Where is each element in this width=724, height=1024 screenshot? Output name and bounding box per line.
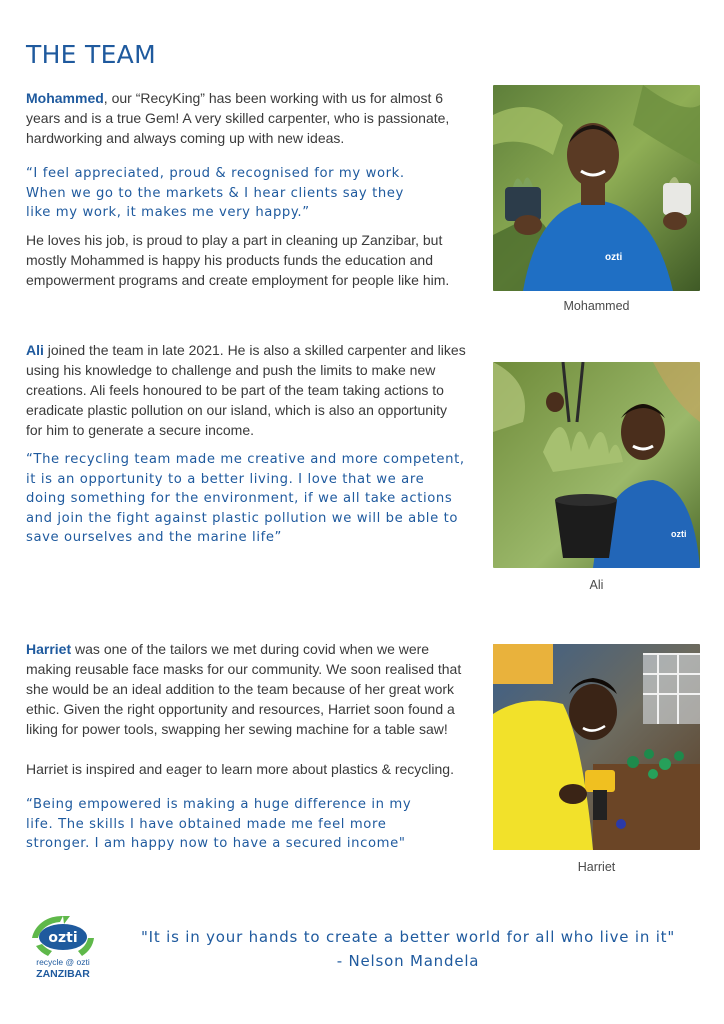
logo-place: ZANZIBAR (36, 968, 90, 980)
harriet-intro-text: was one of the tailors we met during covid when we were making reusable face masks for our community. We soon realised that she would be an ideal addition to the team because of her great work ethic. Given the right opportunity and resources, Harriet soon found a liking for power tools, swapping her sewing machine for a table saw! (26, 641, 462, 737)
mohammed-name: Mohammed (26, 90, 104, 106)
mohammed-intro-text: , our “RecyKing” has been working with us for almost 6 years and is a true Gem! A very skilled carpenter, who is passionate, hardworking and always coming up with new ideas. (26, 90, 450, 146)
mohammed-caption: Mohammed (563, 299, 630, 313)
footer-quote: "It is in your hands to create a better world for all who live in it" (140, 928, 676, 946)
logo-subtitle: recycle @ ozti (36, 957, 90, 967)
harriet-photo (493, 644, 700, 850)
mohammed-quote: “I feel appreciated, proud & recognised for my work. When we go to the markets & I hear clients say they like my work, it makes me very happy.” (26, 166, 405, 220)
ali-intro (26, 340, 466, 440)
ali-photo (493, 362, 700, 568)
footer-quote-block (118, 925, 698, 973)
mohammed-outro: He loves his job, is proud to play a part in cleaning up Zanzibar, but mostly Mohammed is happy his products funds the education and empowerment programs and create employment for people like him. (26, 232, 450, 288)
ali-intro-text: joined the team in late 2021. He is also a skilled carpenter and likes using his knowledge to challenge and push the limits to make new creations. Ali feels honoured to be part of the team taking actions to eradicate plastic pollution on our island, which is also an opportunity for him to generate a secure income. (26, 342, 466, 438)
mohammed-intro (26, 88, 474, 148)
svg-text:ozti: ozti (671, 529, 687, 539)
harriet-quote: “Being empowered is making a huge difference in my life. The skills I have obtained made me feel more stronger. I am happy now to have a secured income" (26, 797, 412, 851)
ali-quote: “The recycling team made me creative and more competent, it is an opportunity to a better living. I love that we are doing something for the environment, if we all take actions and join the fight against plastic pollution we will be able to save ourselves and the marine life” (26, 452, 465, 545)
ali-caption: Ali (589, 578, 604, 592)
harriet-caption: Harriet (577, 860, 616, 874)
logo-wordmark: ozti (48, 930, 78, 946)
page-title: THE TEAM (26, 40, 156, 69)
svg-text:ozti: ozti (605, 252, 623, 263)
harriet-name: Harriet (26, 641, 72, 657)
ali-name: Ali (26, 342, 44, 358)
harriet-outro: Harriet is inspired and eager to learn more about plastics & recycling. (26, 761, 454, 777)
footer-attribution: - Nelson Mandela (336, 952, 480, 970)
mohammed-photo (493, 85, 700, 291)
harriet-intro (26, 639, 476, 739)
